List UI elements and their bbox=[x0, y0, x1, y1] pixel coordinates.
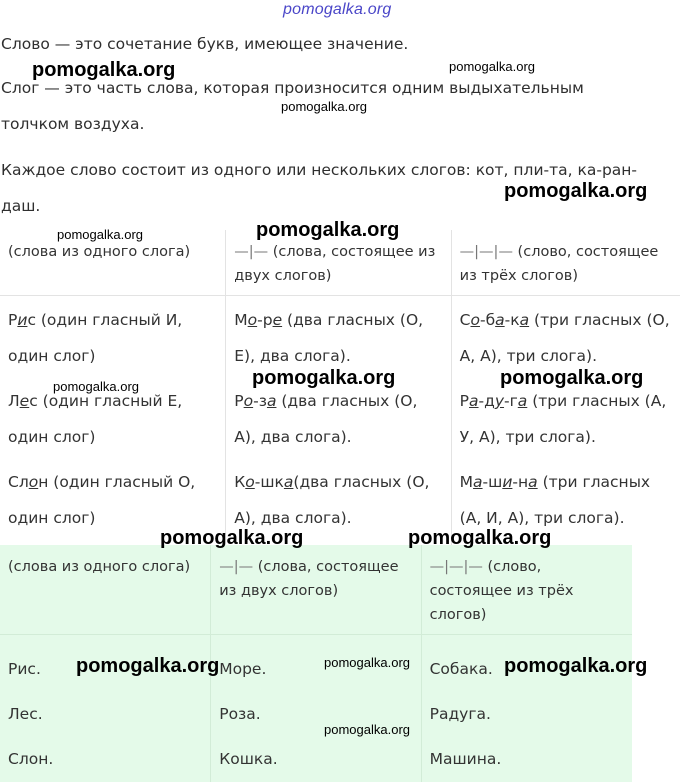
syllable-examples-line2: даш. bbox=[1, 197, 40, 215]
one-syllable-cell bbox=[0, 296, 226, 546]
definition-word: Слово — это сочетание букв, имеющее значение. bbox=[1, 26, 408, 62]
syllable-marks: —|— bbox=[234, 244, 268, 260]
watermark: pomogalka.org bbox=[281, 99, 367, 114]
header-text: (слова из одного слога) bbox=[8, 559, 190, 575]
header-three-syllables bbox=[421, 545, 632, 635]
word-ris: Рис. bbox=[8, 647, 202, 692]
example-more: Мо-ре (два гласных (О, Е), два слога). bbox=[234, 302, 442, 374]
header-text: (слова из одного слога) bbox=[8, 244, 190, 260]
watermark: pomogalka.org bbox=[324, 655, 410, 670]
example-sobaka: Со-ба-ка (три гласных (О, А, А), три слога). bbox=[460, 302, 672, 374]
header-one-syllable bbox=[0, 545, 211, 635]
watermark: pomogalka.org bbox=[32, 59, 175, 82]
syllable-examples-line1: Каждое слово состоит из одного или нескольких слогов: кот, пли-та, ка-ран- bbox=[1, 161, 637, 179]
watermark-top: pomogalka.org bbox=[283, 1, 391, 19]
watermark: pomogalka.org bbox=[504, 180, 647, 203]
example-roza: Ро-за (два гласных (О, А), два слога). bbox=[234, 383, 442, 455]
header-text: (слово, состоящее из трёх слогов) bbox=[430, 559, 574, 623]
watermark: pomogalka.org bbox=[57, 227, 143, 242]
example-koshka: Ко-шка(два гласных (О, А), два слога). bbox=[234, 464, 442, 536]
word-slon: Слон. bbox=[8, 737, 202, 782]
example-mashina: Ма-ши-на (три гласных (А, И, А), три слога). bbox=[460, 464, 672, 536]
word-raduga: Радуга. bbox=[430, 692, 624, 737]
definition-syllable-line2: толчком воздуха. bbox=[1, 115, 144, 133]
watermark: pomogalka.org bbox=[324, 722, 410, 737]
watermark: pomogalka.org bbox=[504, 655, 647, 678]
watermark: pomogalka.org bbox=[252, 367, 395, 390]
word-mashina: Машина. bbox=[430, 737, 624, 782]
word-les: Лес. bbox=[8, 692, 202, 737]
header-text: (слова, состоящее из двух слогов) bbox=[219, 559, 398, 599]
watermark: pomogalka.org bbox=[500, 367, 643, 390]
header-text: (слова, состоящее из двух слогов) bbox=[234, 244, 435, 284]
example-les: Лес (один гласный Е, один слог) bbox=[8, 383, 217, 455]
definition-syllable-line1: Слог — это часть слова, которая произносится одним выдыхательным bbox=[1, 79, 584, 97]
watermark: pomogalka.org bbox=[449, 59, 535, 74]
example-raduga: Ра-ду-га (три гласных (А, У, А), три слога). bbox=[460, 383, 672, 455]
watermark: pomogalka.org bbox=[76, 655, 219, 678]
three-syllables-cell bbox=[451, 296, 680, 546]
watermark: pomogalka.org bbox=[160, 527, 303, 550]
example-ris: Рис (один гласный И, один слог) bbox=[8, 302, 217, 374]
syllable-marks: —|—|— bbox=[430, 559, 483, 575]
header-three-syllables bbox=[451, 230, 680, 296]
header-text: (слово, состоящее из трёх слогов) bbox=[460, 244, 659, 284]
word-koshka: Кошка. bbox=[219, 737, 412, 782]
watermark: pomogalka.org bbox=[256, 219, 399, 242]
word-sobaka: Собака. bbox=[430, 647, 624, 692]
watermark: pomogalka.org bbox=[53, 379, 139, 394]
two-syllables-cell bbox=[226, 296, 451, 546]
word-roza: Роза. bbox=[219, 692, 412, 737]
table-body-row bbox=[0, 296, 680, 546]
example-slon: Слон (один гласный О, один слог) bbox=[8, 464, 217, 536]
syllable-marks: —|—|— bbox=[460, 244, 513, 260]
header-two-syllables bbox=[211, 545, 421, 635]
table-header-row bbox=[0, 545, 632, 635]
watermark: pomogalka.org bbox=[408, 527, 551, 550]
syllable-marks: —|— bbox=[219, 559, 253, 575]
word-more: Море. bbox=[219, 647, 412, 692]
